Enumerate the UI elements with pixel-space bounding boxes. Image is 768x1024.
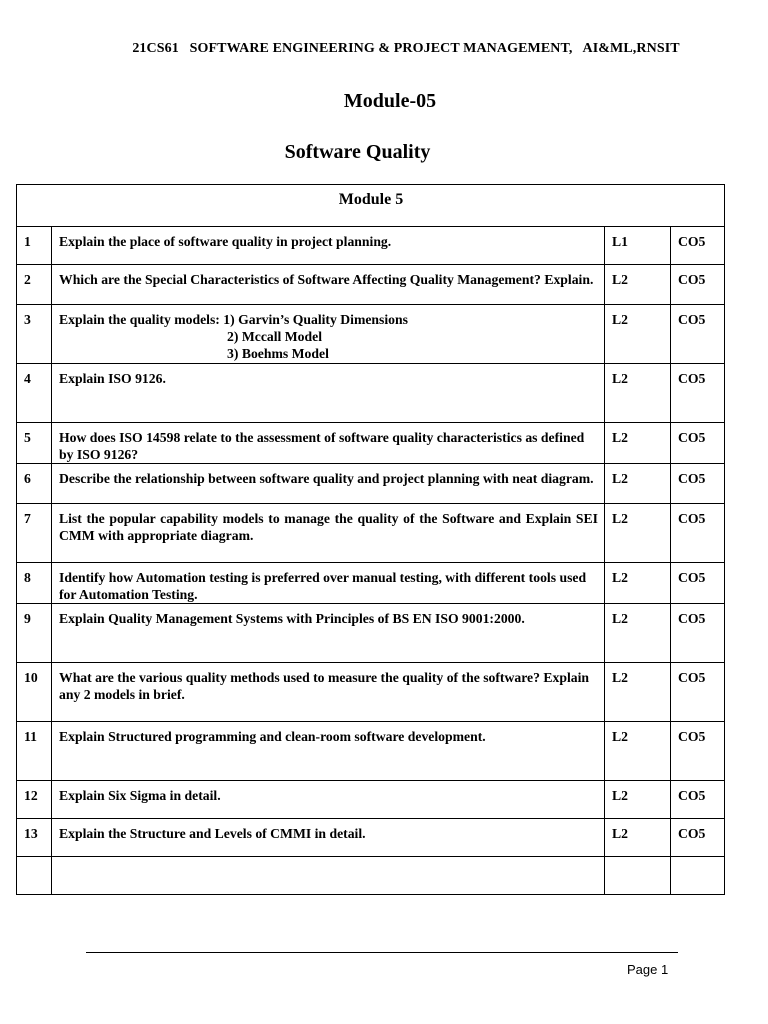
bloom-level: L2: [605, 781, 671, 819]
table-row: [17, 504, 725, 563]
question-text: List the popular capability models to manage the quality of the Software and Explain SEI CMM with appropriate diagram.: [52, 504, 605, 563]
table-row: [17, 722, 725, 781]
question-text: Explain the place of software quality in project planning.: [52, 227, 605, 265]
question-text: Explain the Structure and Levels of CMMI in detail.: [52, 819, 605, 857]
question-number: 12: [17, 781, 52, 819]
table-row: [17, 423, 725, 464]
question-number: 2: [17, 265, 52, 305]
question-number: 5: [17, 423, 52, 464]
course-outcome: CO5: [671, 504, 725, 563]
course-outcome: CO5: [671, 464, 725, 504]
table-row: [17, 819, 725, 857]
question-text: Which are the Special Characteristics of Software Affecting Quality Management? Explain.: [52, 265, 605, 305]
bloom-level: L2: [605, 305, 671, 364]
bloom-level: L2: [605, 663, 671, 722]
bloom-level: L2: [605, 423, 671, 464]
table-row: [17, 781, 725, 819]
question-number: 7: [17, 504, 52, 563]
course-outcome: CO5: [671, 227, 725, 265]
table-heading: Module 5: [17, 185, 725, 227]
question-text: Explain Quality Management Systems with Principles of BS EN ISO 9001:2000.: [52, 604, 605, 663]
table-row: [17, 563, 725, 604]
table-row: [17, 227, 725, 265]
question-text: What are the various quality methods used to measure the quality of the software? Explain any 2 models in brief.: [52, 663, 605, 722]
bloom-level: L2: [605, 464, 671, 504]
question-text: Explain the quality models: 1) Garvin’s Quality Dimensions: [59, 312, 408, 327]
question-text: Describe the relationship between software quality and project planning with neat diagram.: [52, 464, 605, 504]
bloom-level: L2: [605, 504, 671, 563]
question-cell: [52, 305, 605, 364]
bloom-level: L2: [605, 364, 671, 423]
bloom-level: L2: [605, 265, 671, 305]
question-number: 9: [17, 604, 52, 663]
question-text: Explain Six Sigma in detail.: [52, 781, 605, 819]
question-text: Explain ISO 9126.: [52, 364, 605, 423]
table-heading-row: [17, 185, 725, 227]
section-title: Software Quality: [284, 141, 431, 163]
table-row: [17, 265, 725, 305]
sub-item: 3) Boehms Model: [227, 346, 329, 361]
course-outcome: CO5: [671, 423, 725, 464]
question-text: Identify how Automation testing is preferred over manual testing, with different tools used for Automation Testing.: [52, 563, 605, 604]
course-header: 21CS61 SOFTWARE ENGINEERING & PROJECT MANAGEMENT, AI&ML,RNSIT: [132, 41, 680, 56]
course-outcome: CO5: [671, 604, 725, 663]
question-number: 6: [17, 464, 52, 504]
empty-cell: [52, 857, 605, 895]
table-row: [17, 604, 725, 663]
table-row: [17, 663, 725, 722]
course-outcome: CO5: [671, 364, 725, 423]
question-number: 10: [17, 663, 52, 722]
course-outcome: CO5: [671, 265, 725, 305]
course-outcome: CO5: [671, 781, 725, 819]
table-row: [17, 364, 725, 423]
question-text: How does ISO 14598 relate to the assessment of software quality characteristics as defined by ISO 9126?: [52, 423, 605, 464]
course-outcome: CO5: [671, 722, 725, 781]
empty-row: [17, 857, 725, 895]
empty-cell: [605, 857, 671, 895]
question-number: 4: [17, 364, 52, 423]
question-text: Explain Structured programming and clean-room software development.: [52, 722, 605, 781]
bloom-level: L2: [605, 722, 671, 781]
question-number: 8: [17, 563, 52, 604]
page-number: Page 1: [627, 962, 669, 977]
bloom-level: L2: [605, 604, 671, 663]
bloom-level: L2: [605, 819, 671, 857]
bloom-level: L2: [605, 563, 671, 604]
table-row: [17, 464, 725, 504]
sub-item: 2) Mccall Model: [227, 329, 323, 344]
course-outcome: CO5: [671, 563, 725, 604]
course-outcome: CO5: [671, 663, 725, 722]
module-title: Module-05: [343, 90, 437, 112]
question-number: 11: [17, 722, 52, 781]
question-number: 13: [17, 819, 52, 857]
bloom-level: L1: [605, 227, 671, 265]
course-outcome: CO5: [671, 819, 725, 857]
question-number: 1: [17, 227, 52, 265]
footer-divider: [86, 952, 678, 953]
empty-cell: [17, 857, 52, 895]
table-row: [17, 305, 725, 364]
empty-cell: [671, 857, 725, 895]
question-table: [16, 184, 725, 895]
course-outcome: CO5: [671, 305, 725, 364]
question-number: 3: [17, 305, 52, 364]
